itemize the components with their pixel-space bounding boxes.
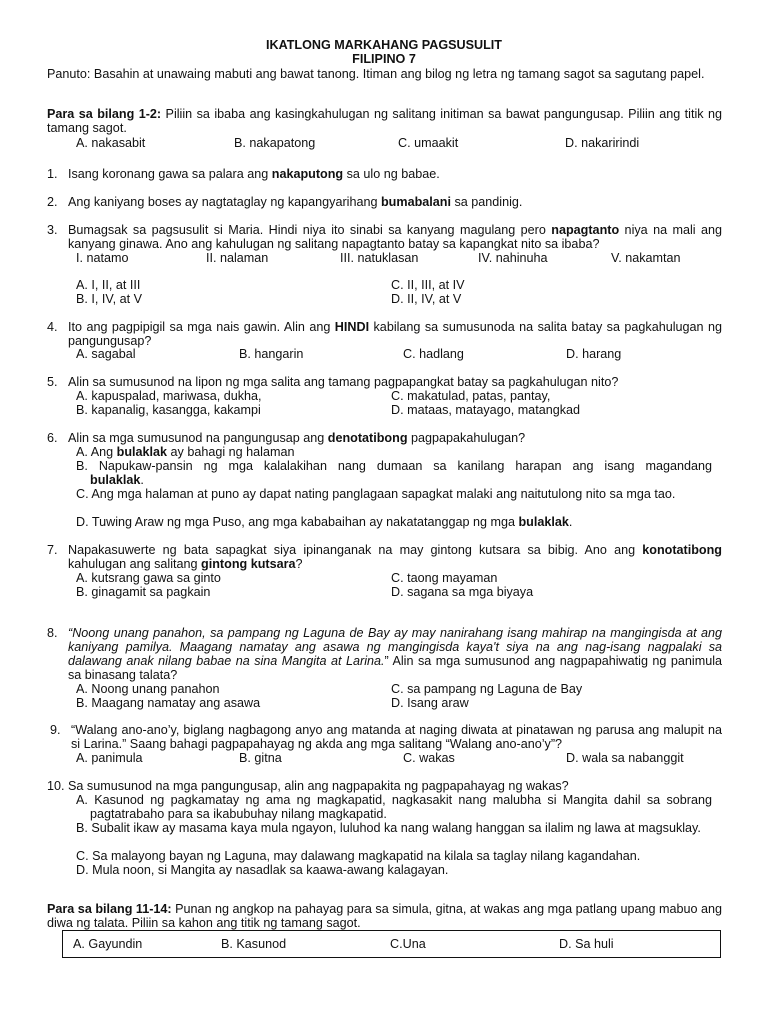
option-bold: bulaklak [90,473,141,487]
section2-label: Para sa bilang 11-14: [47,902,172,916]
question-number: 9. [50,723,61,737]
q10-option-b: B. Subalit ikaw ay masama kaya mula ngayon, luluhod ka nang walang hanggan sa ilalim ng lawa at magsuklay. [76,821,701,835]
section1-option-d: D. nakaririndi [565,136,640,150]
option-bold: bulaklak [116,445,168,459]
question-text-end: sa pandinig. [450,195,523,209]
target-word: nakaputong [271,167,344,181]
question-8 [47,626,722,682]
section2-directions [47,902,722,930]
section1-option-c: C. umaakit [398,136,459,150]
question-3 [47,223,722,251]
q7-option-c: C. taong mayaman [391,571,498,585]
emphasis-word: HINDI [334,320,370,334]
question-text-end: niya na mali ang kanyang ginawa. Ano ang kahulugan ng salitang napagtanto batay sa kapangkat nito sa ibaba? [68,223,722,251]
question-number: 6. [47,431,58,445]
q3-item-4: IV. nahinuha [478,251,548,265]
q3-option-c: C. II, III, at IV [391,278,465,292]
question-number: 8. [47,626,58,640]
q7-option-a: A. kutsrang gawa sa ginto [76,571,221,585]
question-number: 4. [47,320,58,334]
question-6 [47,431,722,445]
q3-item-3: III. natuklasan [340,251,419,265]
q9-option-b: B. gitna [239,751,282,765]
q9-option-c: C. wakas [403,751,455,765]
section1-option-b: B. nakapatong [234,136,316,150]
section2-text: Punan ng angkop na pahayag para sa simula, gitna, at wakas ang mga patlang upang mabuo ang diwa ng talata. Piliin sa kahon ang titik ng tamang sagot. [47,902,723,930]
question-7 [47,543,722,571]
q4-option-b: B. hangarin [239,347,304,361]
section2-option-b: B. Kasunod [221,937,287,951]
question-number: 1. [47,167,58,181]
q5-option-c: C. makatulad, patas, pantay, [391,389,551,403]
q7-option-b: B. ginagamit sa pagkain [76,585,211,599]
q6-option-b-cont [90,473,144,487]
question-5 [47,375,722,389]
question-2 [47,195,722,209]
question-4 [47,320,722,348]
q10-option-d: D. Mula noon, si Mangita ay nasadlak sa kaawa-awang kalagayan. [76,863,449,877]
answer-choice-box [62,930,721,958]
question-text: Alin sa mga sumusunod na pangungusap ang [68,431,328,445]
q4-option-d: D. harang [566,347,622,361]
section1-label: Para sa bilang 1-2: [47,107,162,121]
section2-option-a: A. Gayundin [73,937,143,951]
q9-option-d: D. wala sa nabanggit [566,751,684,765]
section1-text: Piliin sa ibaba ang kasingkahulugan ng salitang initiman sa bawat pangungusap. Piliin ang titik ng tamang sagot. [47,107,722,135]
option-text-end: . [568,515,573,529]
q9-option-a: A. panimula [76,751,143,765]
target-word: denotatibong [327,431,408,445]
option-text-end: ay bahagi ng halaman [167,445,295,459]
question-text: Sa sumusunod na mga pangungusap, alin ang nagpapakita ng pagpapahayag ng wakas? [68,779,569,793]
q3-item-5: V. nakamtan [611,251,681,265]
passage-excerpt: “Noong unang panahon, sa pampang ng Laguna de Bay ay may nanirahang isang mahirap na mangingisda at ang kaniyang pamilya. Maagang namatay ang asawa ng mangingisda kaya't siya na ang nag-isang nagpalaki sa dalawang anak nilang babae na sina Mangita at Larina. [68,626,722,668]
exam-subject: FILIPINO 7 [352,52,416,66]
q6-option-a [76,445,294,459]
target-word: napagtanto [551,223,620,237]
question-text-end: kabilang sa sumusunoda na salita batay sa pagkahulugan ng pangungusap? [68,320,722,348]
q8-option-d: D. Isang araw [391,696,469,710]
q8-option-a: A. Noong unang panahon [76,682,220,696]
q3-option-b: B. I, IV, at V [76,292,143,306]
question-text: ” Alin sa mga sumusunod ang nagpapahiwatig ng panimula sa binasang talata? [68,654,722,682]
section1-directions [47,107,722,135]
question-text-end: ? [295,557,303,571]
q6-option-d [76,515,572,529]
question-text-end: pagpapakahulugan? [407,431,526,445]
q8-option-c: C. sa pampang ng Laguna de Bay [391,682,583,696]
option-text: A. Ang [76,445,117,459]
q8-option-b: B. Maagang namatay ang asawa [76,696,261,710]
instructions: Panuto: Basahin at unawaing mabuti ang bawat tanong. Itiman ang bilog ng letra ng tamang sagot sa sagutang papel. [47,67,705,81]
question-text: Alin sa sumusunod na lipon ng mga salita ang tamang pagpapangkat batay sa pagkahulugan nito? [68,375,619,389]
target-word: bumabalani [380,195,451,209]
question-text: Isang koronang gawa sa palara ang [68,167,272,181]
question-text: Ito ang pagpipigil sa mga nais gawin. Alin ang [68,320,335,334]
question-number: 3. [47,223,58,237]
question-number: 10. [47,779,65,793]
section2-option-c: C.Una [390,937,426,951]
q6-option-c [76,487,712,501]
q4-option-a: A. sagabal [76,347,136,361]
q5-option-d: D. mataas, matayago, matangkad [391,403,581,417]
option-text-end: . [140,473,144,487]
question-text: Bumagsak sa pagsusulit si Maria. Hindi niya ito sinabi sa kanyang magulang pero [68,223,552,237]
q6-option-b: B. Napukaw-pansin ng mga kalalakihan nang dumaan sa kanilang harapan ang isang magandang [76,459,712,473]
question-text-mid: kahulugan ang salitang [68,557,202,571]
q10-option-c: C. Sa malayong bayan ng Laguna, may dalawang magkapatid na kilala sa taglay nilang kagandahan. [76,849,641,863]
question-10 [47,779,722,793]
question-text: Napakasuwerte ng bata sapagkat siya ipinanganak na may gintong kutsara sa bibig. Ano ang [68,543,643,557]
question-number: 5. [47,375,58,389]
option-bold: bulaklak [518,515,569,529]
question-1 [47,167,722,181]
q4-option-c: C. hadlang [403,347,464,361]
q3-item-2: II. nalaman [206,251,269,265]
option-text: C. Ang mga halaman at puno ay dapat nating panglagaan sapagkat malaki ang naitutulong nito sa mga tao. [76,487,676,501]
section1-option-a: A. nakasabit [76,136,146,150]
q10-option-a: A. Kasunod ng pagkamatay ng ama ng magkapatid, nagkasakit nang malubha si Mangita dahil sa sobrang pagtatrabaho para sa ikabubuhay nilang magkapatid. [76,793,712,821]
q3-option-d: D. II, IV, at V [391,292,462,306]
q5-option-a: A. kapuspalad, mariwasa, dukha, [76,389,262,403]
question-text: Ang kaniyang boses ay nagtataglay ng kapangyarihang [68,195,381,209]
q3-item-1: I. natamo [76,251,129,265]
question-number: 7. [47,543,58,557]
q3-option-a: A. I, II, at III [76,278,141,292]
target-phrase: gintong kutsara [201,557,296,571]
q7-option-d: D. sagana sa mga biyaya [391,585,534,599]
option-text: D. Tuwing Araw ng mga Puso, ang mga kababaihan ay nakatatanggap ng mga [76,515,519,529]
q5-option-b: B. kapanalig, kasangga, kakampi [76,403,261,417]
section2-option-d: D. Sa huli [559,937,614,951]
exam-title: IKATLONG MARKAHANG PAGSUSULIT [265,38,502,52]
question-9 [50,723,722,751]
question-text: “Walang ano-ano’y, biglang nagbagong anyo ang matanda at naging diwata at pinatawan ng parusa ang malupit na si Larina.” Saang bahagi pagpapahayag ng akda ang mga salitang “Walang ano-ano’y”? [71,723,722,751]
question-number: 2. [47,195,58,209]
question-text-end: sa ulo ng babae. [343,167,440,181]
target-word: konotatibong [642,543,722,557]
